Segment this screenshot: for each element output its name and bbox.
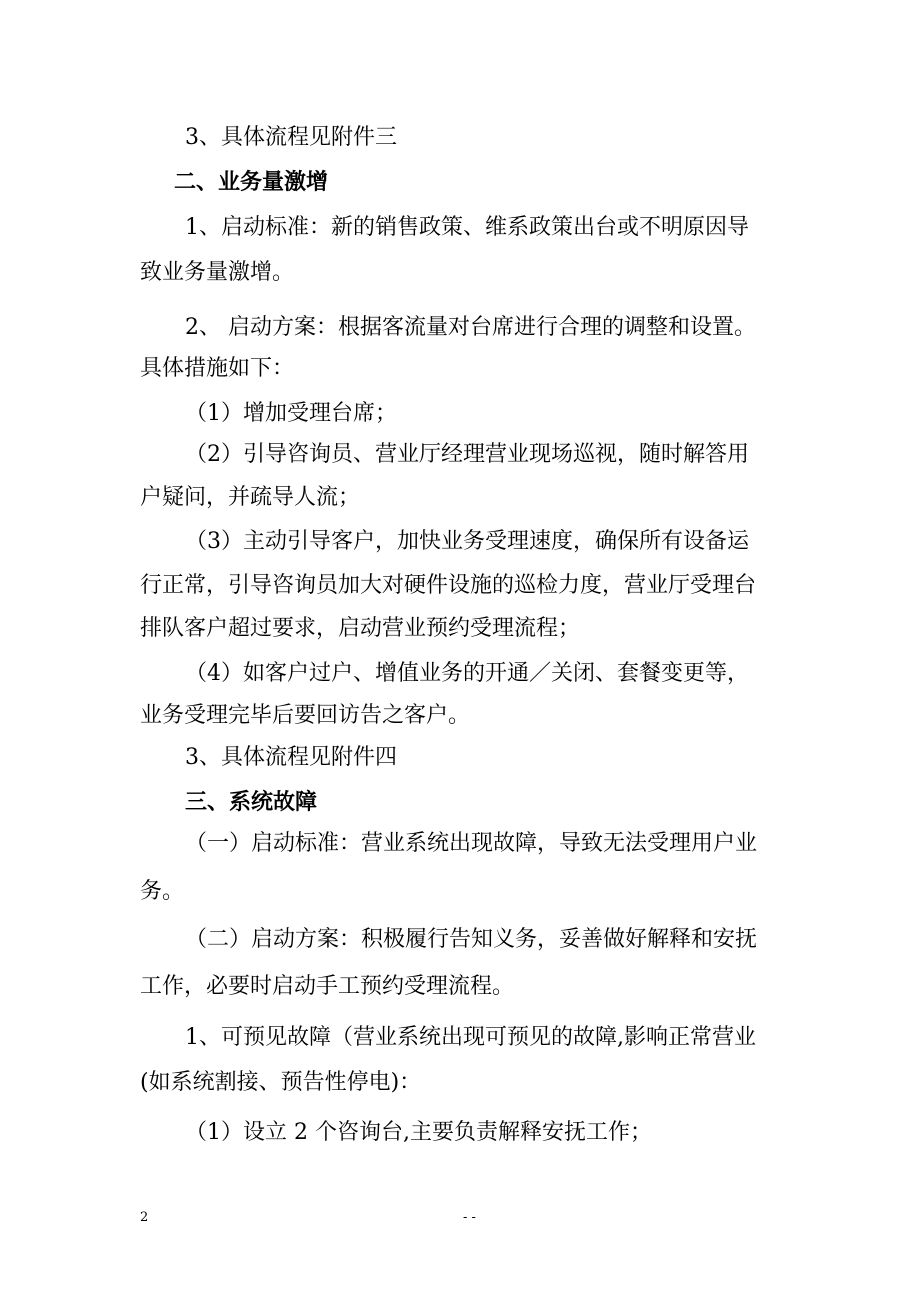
paragraph-line: 1、可预见故障（营业系统出现可预见的故障,影响正常营业 (185, 1025, 756, 1050)
paragraph-line: 工作，必要时启动手工预约受理流程。 (140, 974, 515, 999)
page-number: 2 (140, 1210, 149, 1225)
paragraph-line: （一）启动标准：营业系统出现故障，导致无法受理用户业 (185, 831, 758, 856)
paragraph-line: 户疑问，并疏导人流； (140, 485, 361, 510)
paragraph-line: 务。 (140, 879, 185, 904)
section-3-heading: 三、系统故障 (185, 789, 318, 815)
list-item: （3）主动引导客户，加快业务受理速度，确保所有设备运 (185, 529, 749, 554)
list-item: （2）引导咨询员、营业厅经理营业现场巡视，随时解答用 (185, 442, 749, 467)
list-item: （1）设立 2 个咨询台,主要负责解释安抚工作； (185, 1120, 652, 1145)
paragraph-line: （二）启动方案：积极履行告知义务，妥善做好解释和安抚 (185, 927, 758, 952)
section-2-heading: 二、业务量激增 (174, 169, 329, 195)
paragraph-line: 1、启动标准：新的销售政策、维系政策出台或不明原因导 (185, 215, 749, 240)
step-3-appendix-3: 3、具体流程见附件三 (185, 125, 397, 150)
paragraph-line: 业务受理完毕后要回访告之客户。 (140, 703, 471, 728)
list-item: （1）增加受理台席； (185, 401, 397, 426)
list-item: （4）如客户过户、增值业务的开通／关闭、套餐变更等， (185, 661, 749, 686)
paragraph-line: 具体措施如下： (140, 356, 295, 381)
step-3-appendix-4: 3、具体流程见附件四 (185, 745, 397, 770)
footer-marks: - - (463, 1210, 476, 1225)
paragraph-line: 排队客户超过要求，启动营业预约受理流程； (140, 616, 581, 641)
paragraph-line: 2、 启动方案：根据客流量对台席进行合理的调整和设置。 (185, 315, 756, 340)
paragraph-line: (如系统割接、预告性停电)： (140, 1070, 422, 1095)
paragraph-line: 致业务量激增。 (140, 260, 295, 285)
paragraph-line: 行正常，引导咨询员加大对硬件设施的巡检力度，营业厅受理台 (140, 573, 757, 598)
